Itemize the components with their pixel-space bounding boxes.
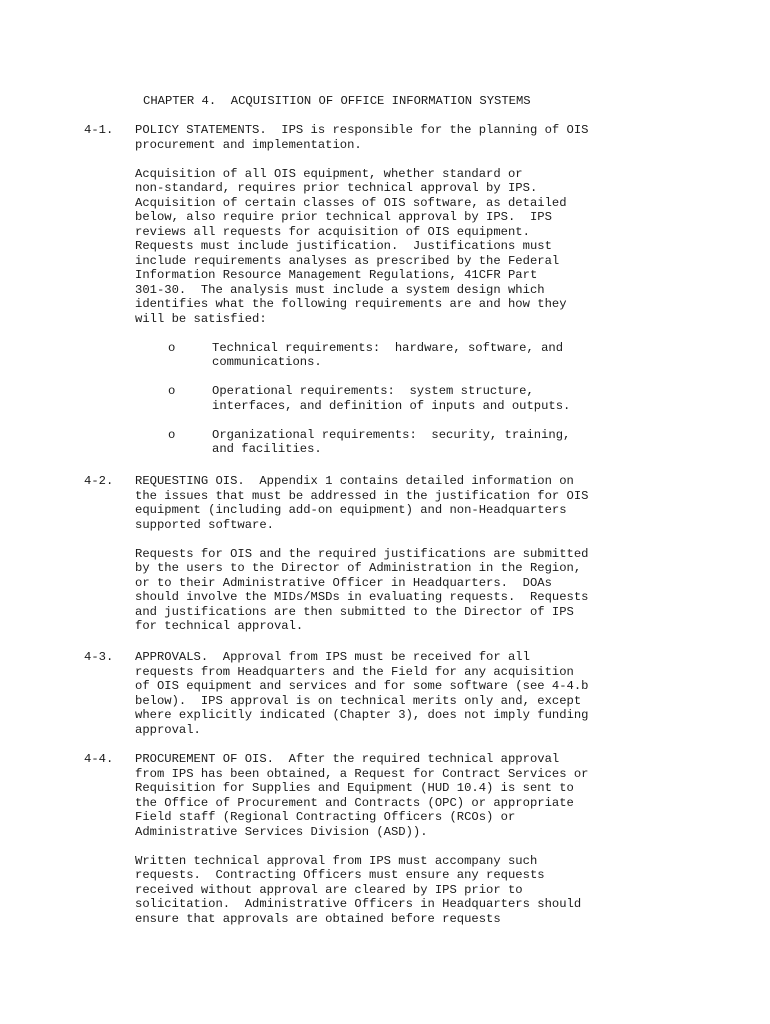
text-line: requests. Contracting Officers must ensure any requests xyxy=(135,868,545,882)
text-line: reviews all requests for acquisition of OIS equipment. xyxy=(135,224,530,239)
text-line: Requests must include justification. Justifications must xyxy=(135,239,552,253)
list-item xyxy=(84,428,724,457)
paragraph xyxy=(135,650,615,737)
text-line: APPROVALS. Approval from IPS must be received for all xyxy=(135,650,530,664)
text-line: Administrative Services Division (ASD)). xyxy=(135,824,428,839)
text-line: Requests for OIS and the required justifications are submitted xyxy=(135,546,589,561)
text-line: where explicitly indicated (Chapter 3), does not imply funding xyxy=(135,708,589,722)
text-line: of OIS equipment and services and for some software (see 4-4.b xyxy=(135,679,589,693)
text-line: identifies what the following requirements are and how they xyxy=(135,297,567,311)
text-line: or to their Administrative Officer in Headquarters. DOAs xyxy=(135,575,552,590)
text-line: Written technical approval from IPS must accompany such xyxy=(135,853,538,868)
paragraph xyxy=(135,474,615,532)
text-line: procurement and implementation. xyxy=(135,137,362,152)
text-line: POLICY STATEMENTS. IPS is responsible for the planning of OIS xyxy=(135,123,589,137)
text-line: received without approval are cleared by IPS prior to xyxy=(135,882,523,897)
bullet-marker: o xyxy=(168,340,176,355)
bullet-text xyxy=(212,384,612,413)
text-line: will be satisfied: xyxy=(135,311,267,326)
paragraph xyxy=(135,167,615,327)
text-line: REQUESTING OIS. Appendix 1 contains detailed information on xyxy=(135,474,574,488)
bullet-text xyxy=(212,341,612,370)
text-line: the issues that must be addressed in the justification for OIS xyxy=(135,488,589,503)
section-number: 4-2. xyxy=(84,474,114,488)
text-line: Acquisition of all OIS equipment, whether standard or xyxy=(135,166,523,181)
text-line: below, also require prior technical approval by IPS. IPS xyxy=(135,210,552,224)
text-line: Operational requirements: system structure, xyxy=(212,384,534,398)
text-line: Acquisition of certain classes of OIS software, as detailed xyxy=(135,195,567,210)
text-line: below). IPS approval is on technical merits only and, except xyxy=(135,693,582,708)
text-line: interfaces, and definition of inputs and outputs. xyxy=(212,398,571,413)
requirements-list xyxy=(84,341,724,457)
paragraph xyxy=(135,123,615,152)
bullet-marker: o xyxy=(168,427,176,442)
text-line: Technical requirements: hardware, software, and xyxy=(212,340,564,355)
text-line: for technical approval. xyxy=(135,619,304,633)
text-line: solicitation. Administrative Officers in Headquarters should xyxy=(135,897,582,911)
text-line: requests from Headquarters and the Field for any acquisition xyxy=(135,664,574,679)
text-line: and facilities. xyxy=(212,442,322,456)
text-line: by the users to the Director of Administration in the Region, xyxy=(135,561,582,575)
text-line: supported software. xyxy=(135,517,274,532)
list-item xyxy=(84,384,724,413)
chapter-title: CHAPTER 4. ACQUISITION OF OFFICE INFORMATION SYSTEMS xyxy=(143,94,531,108)
section-number: 4-4. xyxy=(84,752,114,766)
bullet-text xyxy=(212,428,612,457)
text-line: Requisition for Supplies and Equipment (HUD 10.4) is sent to xyxy=(135,781,574,795)
list-item xyxy=(84,341,724,370)
text-line: should involve the MIDs/MSDs in evaluating requests. Requests xyxy=(135,590,589,604)
text-line: the Office of Procurement and Contracts (OPC) or appropriate xyxy=(135,795,574,810)
bullet-marker: o xyxy=(168,384,176,398)
section-4-2 xyxy=(84,474,724,634)
text-line: communications. xyxy=(212,355,322,369)
paragraph xyxy=(135,547,615,634)
text-line: PROCUREMENT OF OIS. After the required technical approval xyxy=(135,752,560,766)
section-number: 4-1. xyxy=(84,123,114,137)
text-line: approval. xyxy=(135,722,201,737)
text-line: non-standard, requires prior technical approval by IPS. xyxy=(135,181,538,195)
section-number: 4-3. xyxy=(84,650,114,664)
section-4-3 xyxy=(84,650,724,737)
section-4-4 xyxy=(84,752,724,926)
text-line: 301-30. The analysis must include a system design which xyxy=(135,282,545,297)
text-line: ensure that approvals are obtained before requests xyxy=(135,911,501,926)
text-line: and justifications are then submitted to the Director of IPS xyxy=(135,604,574,619)
paragraph xyxy=(135,752,615,839)
text-line: equipment (including add-on equipment) and non-Headquarters xyxy=(135,503,567,517)
text-line: Information Resource Management Regulations, 41CFR Part xyxy=(135,268,538,282)
text-line: include requirements analyses as prescribed by the Federal xyxy=(135,253,560,268)
text-line: from IPS has been obtained, a Request for Contract Services or xyxy=(135,766,589,781)
text-line: Field staff (Regional Contracting Officers (RCOs) or xyxy=(135,810,516,824)
text-line: Organizational requirements: security, training, xyxy=(212,427,571,442)
paragraph xyxy=(135,854,615,927)
section-4-1 xyxy=(84,123,724,457)
